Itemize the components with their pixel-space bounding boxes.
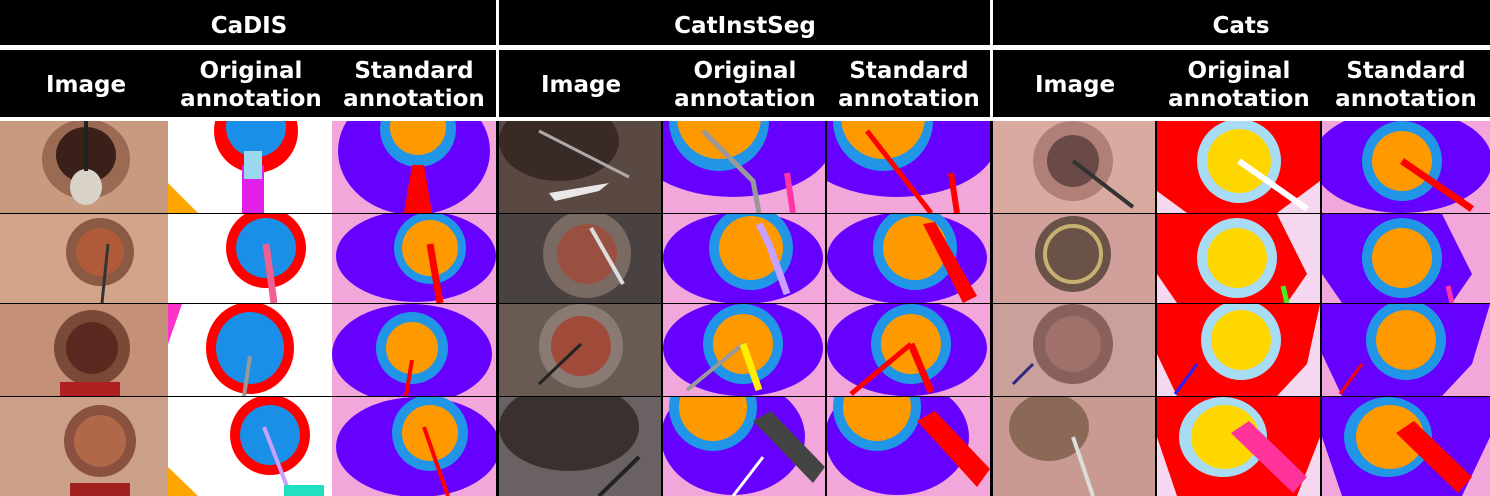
- catinstseg-standard-row2: [827, 214, 990, 303]
- col-title-cats-standard: Standard annotation: [1335, 58, 1477, 112]
- cats-standard-row4: [1322, 397, 1490, 496]
- col-title-cadis-standard: Standard annotation: [343, 58, 485, 112]
- cats-standard-row1: [1322, 121, 1490, 213]
- cadis-image-row1: [0, 121, 168, 213]
- col-title-cats-image: Image: [1034, 72, 1116, 98]
- cats-image-row3: [993, 304, 1155, 396]
- cadis-original-row1: [168, 121, 332, 213]
- cadis-original-row2: [168, 214, 332, 303]
- cats-image-row4: [993, 397, 1155, 496]
- cats-original-row2: [1157, 214, 1320, 303]
- catinstseg-original-row1: [663, 121, 825, 213]
- catinstseg-image-row3: [499, 304, 661, 396]
- catinstseg-image-row1: [499, 121, 661, 213]
- catinstseg-original-row3: [663, 304, 825, 396]
- catinstseg-original-row2: [663, 214, 825, 303]
- title-separator-line: [0, 45, 1490, 50]
- cats-original-row1: [1157, 121, 1320, 213]
- catinstseg-standard-row3: [827, 304, 990, 396]
- cats-image-row1: [993, 121, 1155, 213]
- col-title-cats-original: Original annotation: [1168, 58, 1310, 112]
- cats-original-row4: [1157, 397, 1320, 496]
- col-title-catinstseg-image: Image: [540, 72, 622, 98]
- cats-standard-row2: [1322, 214, 1490, 303]
- group-divider-2: [990, 0, 993, 120]
- catinstseg-original-row4: [663, 397, 825, 496]
- catinstseg-image-row4: [499, 397, 661, 496]
- cadis-standard-row2: [332, 214, 496, 303]
- col-title-catinstseg-original: Original annotation: [674, 58, 816, 112]
- col-title-cadis-original: Original annotation: [180, 58, 322, 112]
- cats-standard-row3: [1322, 304, 1490, 396]
- group-title-cadis: CaDIS: [210, 13, 288, 39]
- cadis-image-row4: [0, 397, 168, 496]
- cadis-standard-row1: [332, 121, 496, 213]
- cadis-image-row2: [0, 214, 168, 303]
- catinstseg-standard-row4: [827, 397, 990, 496]
- cadis-original-row4: [168, 397, 332, 496]
- catinstseg-standard-row1: [827, 121, 990, 213]
- group-divider-1: [496, 0, 499, 120]
- cats-image-row2: [993, 214, 1155, 303]
- cadis-standard-row4: [332, 397, 496, 496]
- cadis-original-row3: [168, 304, 332, 396]
- col-title-catinstseg-standard: Standard annotation: [838, 58, 980, 112]
- col-title-cadis-image: Image: [45, 72, 127, 98]
- cadis-standard-row3: [332, 304, 496, 396]
- cadis-image-row3: [0, 304, 168, 396]
- group-title-cats: Cats: [1212, 13, 1270, 39]
- group-title-catinstseg: CatInstSeg: [674, 13, 816, 39]
- cats-original-row3: [1157, 304, 1320, 396]
- catinstseg-image-row2: [499, 214, 661, 303]
